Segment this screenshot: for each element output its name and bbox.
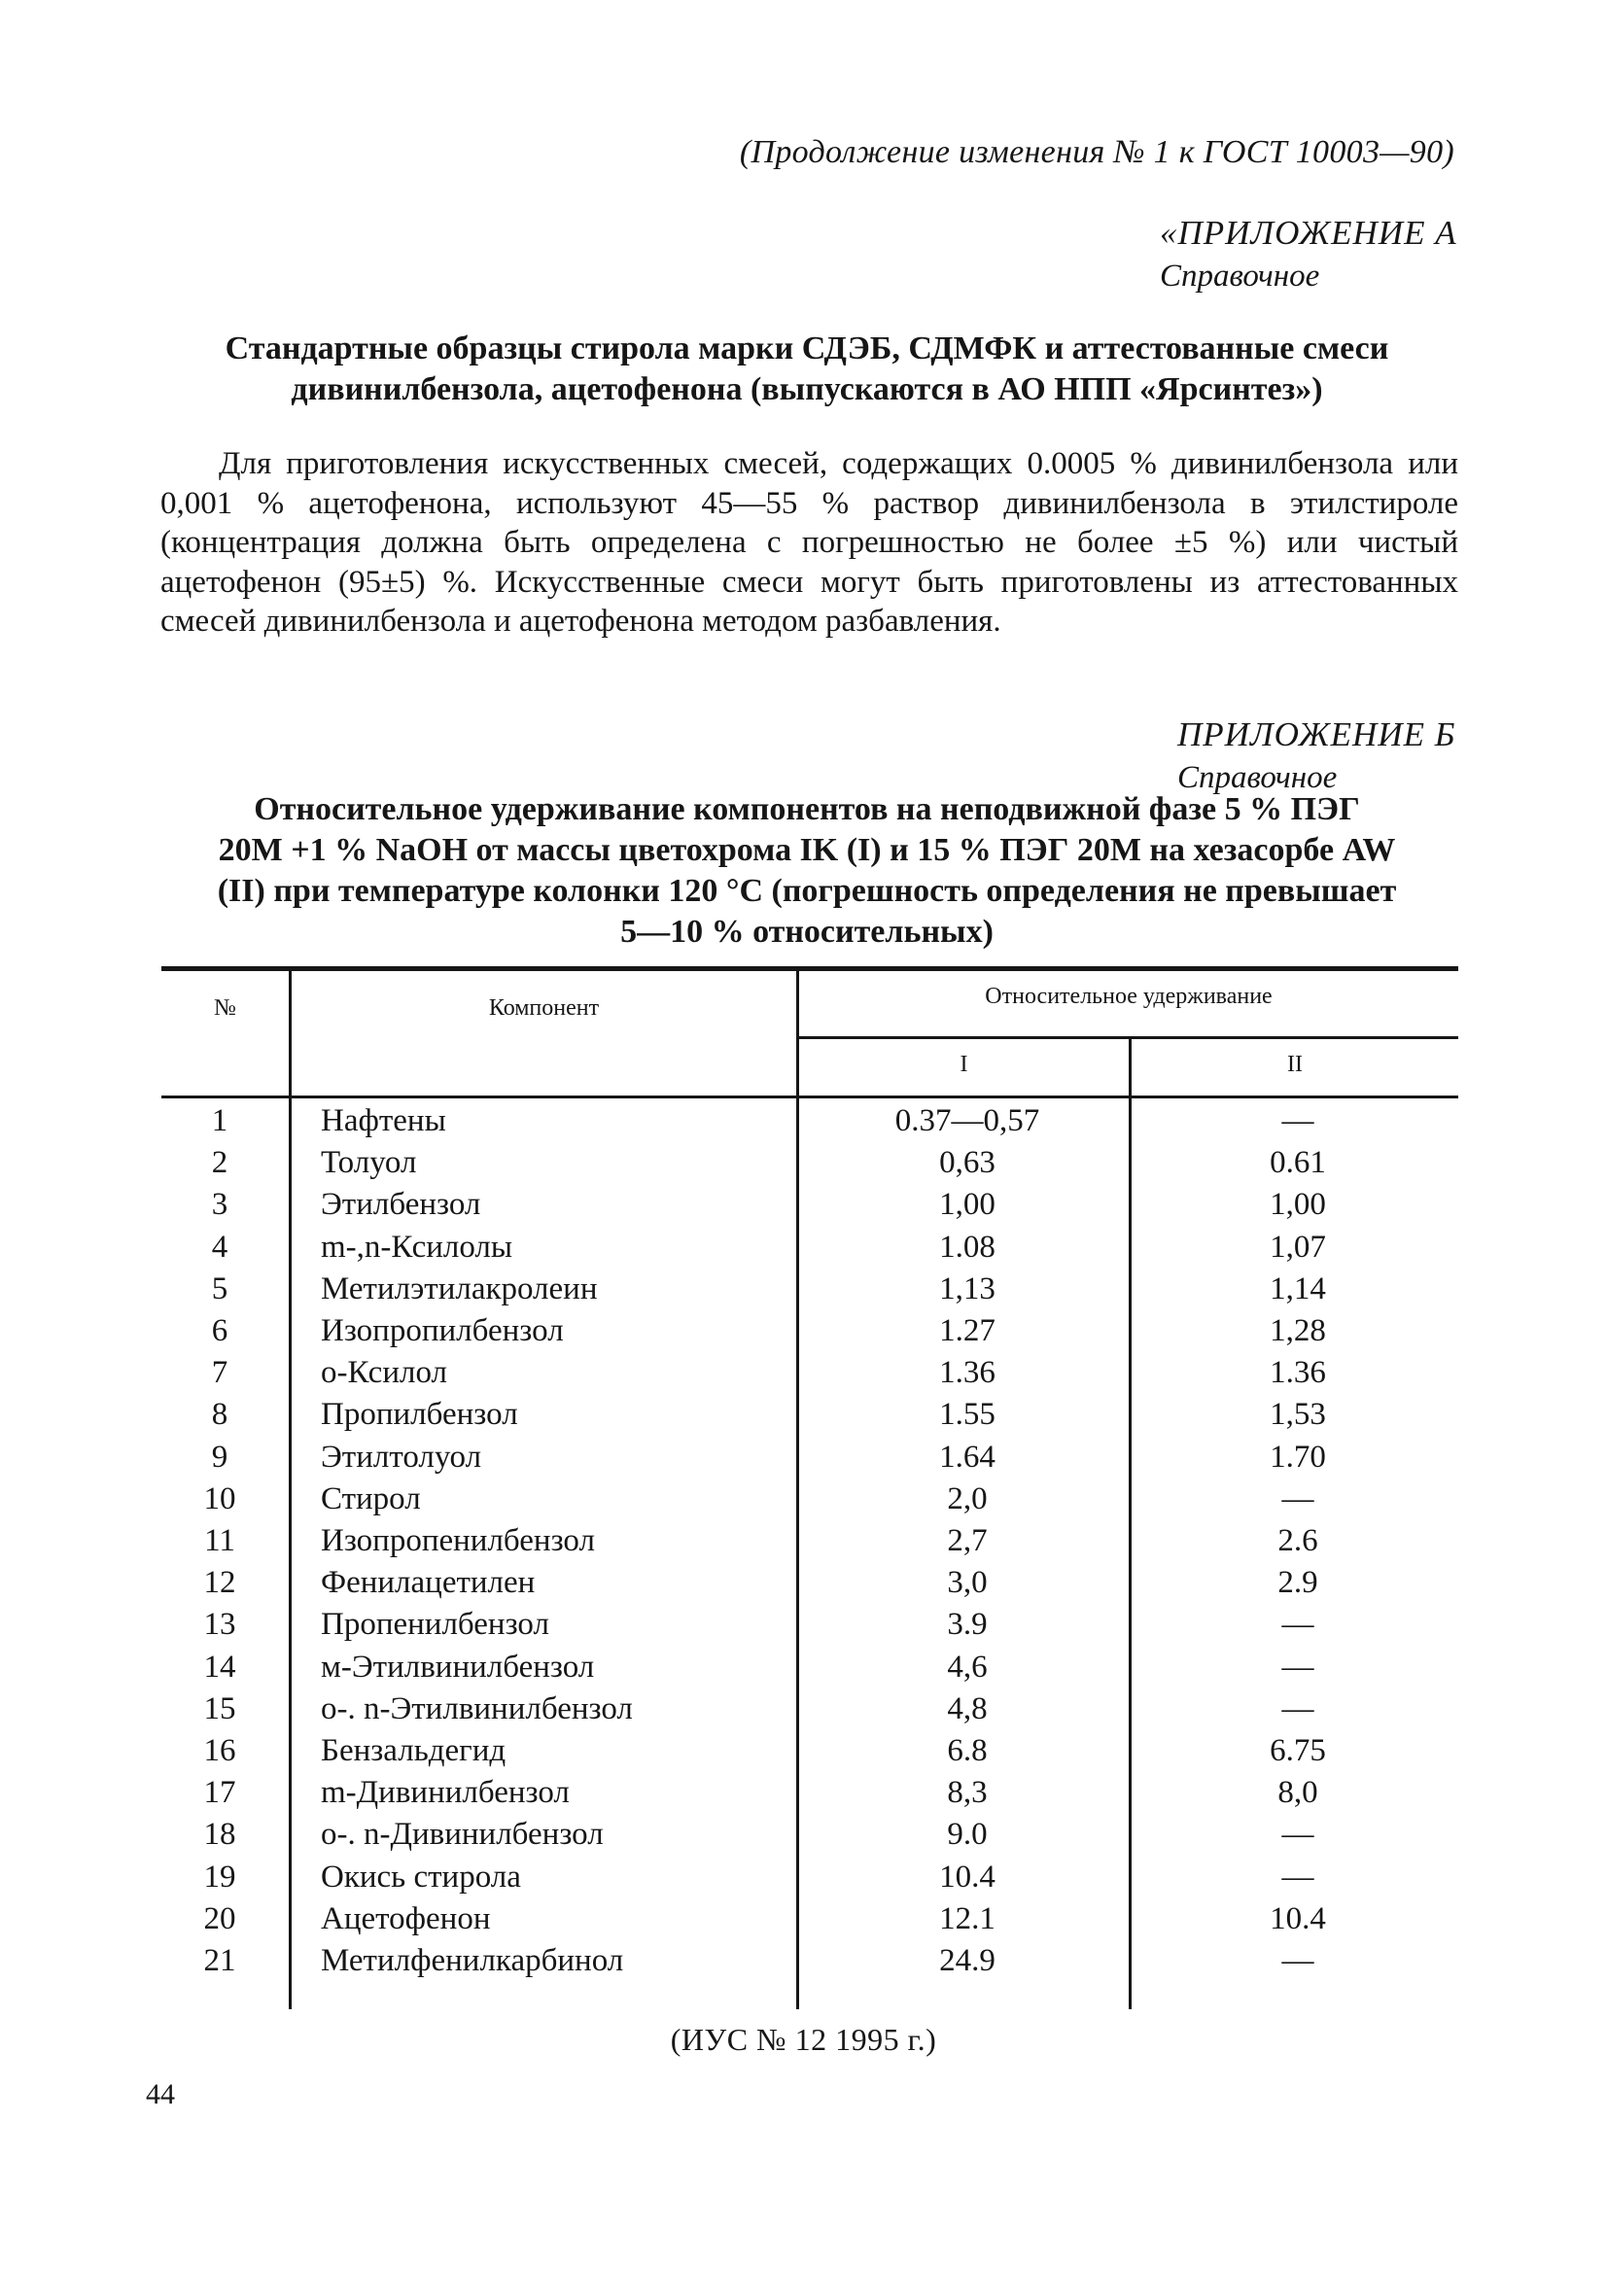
row-value-ii: — bbox=[1281, 1690, 1314, 1726]
row-component: Изопропилбензол bbox=[321, 1313, 564, 1348]
row-value-i: 1.27 bbox=[939, 1313, 996, 1348]
row-value-i: 4,6 bbox=[947, 1649, 988, 1685]
header-relative-retention: Относительное удерживание bbox=[985, 984, 1273, 1009]
row-number: 14 bbox=[203, 1649, 236, 1685]
row-component: Окись стирола bbox=[321, 1859, 521, 1895]
row-value-i: 9.0 bbox=[947, 1817, 988, 1853]
table-top-rule bbox=[161, 966, 1458, 971]
row-value-i: 3.9 bbox=[947, 1607, 988, 1643]
row-value-ii: 8,0 bbox=[1277, 1775, 1318, 1811]
appendix-b-note: Справочное bbox=[1177, 760, 1338, 795]
row-component: Фенилацетилен bbox=[321, 1565, 536, 1601]
row-value-ii: — bbox=[1281, 1103, 1314, 1138]
row-number: 10 bbox=[203, 1480, 236, 1516]
row-value-ii: 0.61 bbox=[1270, 1145, 1326, 1181]
row-component: m-,n-Ксилолы bbox=[321, 1229, 513, 1265]
appendix-b-title-line: (II) при температуре колонки 120 °С (погрешность определения не превышает bbox=[217, 873, 1397, 909]
row-component: m-Дивинилбензол bbox=[321, 1775, 570, 1811]
row-number: 15 bbox=[203, 1690, 236, 1726]
group-header-rule bbox=[797, 1036, 1458, 1039]
appendix-a-label: «ПРИЛОЖЕНИЕ А bbox=[1160, 214, 1457, 252]
row-value-i: 1,00 bbox=[939, 1187, 996, 1223]
row-component: Изопропенилбензол bbox=[321, 1523, 595, 1558]
appendix-a-label-block bbox=[1160, 212, 1457, 297]
row-value-ii: — bbox=[1281, 1480, 1314, 1516]
row-component: Бензальдегид bbox=[321, 1733, 507, 1768]
row-value-ii: 1,07 bbox=[1270, 1229, 1326, 1265]
row-component: Ацетофенон bbox=[321, 1900, 491, 1936]
row-number: 7 bbox=[211, 1355, 228, 1391]
row-number: 17 bbox=[203, 1775, 236, 1811]
row-number: 19 bbox=[203, 1859, 236, 1895]
appendix-a-paragraph: Для приготовления искусственных смесей, содержащих 0.0005 % дивинилбензола или 0,001 % ацетофенона, используют 45—55 % раствор дивинилбензола в этилстироле (концентрация должна быть определена с погрешностью не более ±5 %) или чистый ацетофенон (95±5) %. Искусственные смеси могут быть приготовлены из аттестованных смесей дивинилбензола и ацетофенона методом разбавления. bbox=[160, 446, 1458, 639]
row-component: о-. n-Дивинилбензол bbox=[321, 1817, 604, 1853]
row-component: Этилбензол bbox=[321, 1187, 481, 1223]
header-component: Компонент bbox=[488, 995, 600, 1021]
row-component: Метилфенилкарбинол bbox=[321, 1943, 624, 1978]
row-value-ii: — bbox=[1281, 1649, 1314, 1685]
continuation-header: (Продолжение изменения № 1 к ГОСТ 10003—90) bbox=[739, 134, 1454, 170]
row-value-i: 24.9 bbox=[939, 1943, 996, 1978]
row-value-i: 4,8 bbox=[947, 1690, 988, 1726]
row-number: 18 bbox=[203, 1817, 236, 1853]
row-value-ii: 2.9 bbox=[1277, 1565, 1318, 1601]
row-number: 11 bbox=[204, 1523, 235, 1558]
row-number: 20 bbox=[203, 1900, 236, 1936]
header-bottom-rule bbox=[161, 1096, 1458, 1098]
row-value-ii: 1,00 bbox=[1270, 1187, 1326, 1223]
row-number: 6 bbox=[211, 1313, 228, 1348]
row-number: 3 bbox=[211, 1187, 228, 1223]
appendix-b-title-line: 5—10 % относительных) bbox=[620, 914, 994, 950]
row-number: 9 bbox=[211, 1439, 228, 1475]
row-value-ii: 1.36 bbox=[1270, 1355, 1326, 1391]
retention-table bbox=[161, 966, 1458, 2011]
row-component: Этилтолуол bbox=[321, 1439, 482, 1475]
row-value-ii: 1,28 bbox=[1270, 1313, 1326, 1348]
row-value-ii: 6.75 bbox=[1270, 1733, 1326, 1768]
row-component: Пропенилбензол bbox=[321, 1607, 549, 1643]
row-component: Пропилбензол bbox=[321, 1397, 518, 1433]
row-component: Нафтены bbox=[321, 1103, 446, 1138]
row-value-ii: — bbox=[1281, 1943, 1314, 1978]
row-component: о-Ксилол bbox=[321, 1355, 447, 1391]
row-number: 8 bbox=[211, 1397, 228, 1433]
row-number: 4 bbox=[211, 1229, 228, 1265]
source-note: (ИУС № 12 1995 г.) bbox=[670, 2022, 937, 2057]
row-value-ii: 1,14 bbox=[1270, 1270, 1326, 1306]
row-value-i: 1.36 bbox=[939, 1355, 996, 1391]
appendix-b-title-line: 20М +1 % NaOH от массы цветохрома IK (I) и 15 % ПЭГ 20М на хезасорбе AW bbox=[218, 832, 1396, 868]
appendix-b-label-block bbox=[1177, 713, 1455, 799]
row-number: 21 bbox=[203, 1943, 236, 1978]
row-value-i: 8,3 bbox=[947, 1775, 988, 1811]
row-number: 16 bbox=[203, 1733, 236, 1768]
row-value-i: 2,0 bbox=[947, 1480, 988, 1516]
row-number: 12 bbox=[203, 1565, 236, 1601]
row-component: о-. n-Этилвинилбензол bbox=[321, 1690, 633, 1726]
row-value-ii: — bbox=[1281, 1607, 1314, 1643]
header-number: № bbox=[214, 995, 236, 1021]
row-value-i: 6.8 bbox=[947, 1733, 988, 1768]
row-value-ii: 1.70 bbox=[1270, 1439, 1326, 1475]
row-value-i: 2,7 bbox=[947, 1523, 988, 1558]
appendix-a-title-line: дивинилбензола, ацетофенона (выпускаются в АО НПП «Ярсинтез») bbox=[291, 371, 1323, 407]
row-value-i: 1.08 bbox=[939, 1229, 996, 1265]
row-value-i: 1.64 bbox=[939, 1439, 996, 1475]
column-divider bbox=[289, 971, 292, 2009]
appendix-a-note: Справочное bbox=[1160, 259, 1320, 294]
row-value-ii: 1,53 bbox=[1270, 1397, 1326, 1433]
row-number: 1 bbox=[211, 1103, 228, 1138]
row-value-i: 1.55 bbox=[939, 1397, 996, 1433]
row-number: 5 bbox=[211, 1270, 228, 1306]
appendix-a-title-line: Стандартные образцы стирола марки СДЭБ, СДМФК и аттестованные смеси bbox=[225, 330, 1389, 366]
header-column-ii: II bbox=[1287, 1052, 1303, 1077]
row-number: 13 bbox=[203, 1607, 236, 1643]
row-component: Стирол bbox=[321, 1480, 421, 1516]
row-value-i: 0,63 bbox=[939, 1145, 996, 1181]
row-value-ii: 2.6 bbox=[1277, 1523, 1318, 1558]
appendix-b-title-line: Относительное удерживание компонентов на неподвижной фазе 5 % ПЭГ bbox=[254, 791, 1360, 827]
appendix-b-label: ПРИЛОЖЕНИЕ Б bbox=[1177, 715, 1456, 753]
row-value-i: 10.4 bbox=[939, 1859, 996, 1895]
row-value-ii: — bbox=[1281, 1859, 1314, 1895]
row-value-ii: — bbox=[1281, 1817, 1314, 1853]
header-column-i: I bbox=[960, 1052, 968, 1077]
row-value-i: 12.1 bbox=[939, 1900, 996, 1936]
row-value-i: 0.37—0,57 bbox=[894, 1103, 1040, 1138]
row-value-ii: 10.4 bbox=[1270, 1900, 1326, 1936]
row-component: м-Этилвинилбензол bbox=[321, 1649, 595, 1685]
row-value-i: 1,13 bbox=[939, 1270, 996, 1306]
page-number: 44 bbox=[146, 2078, 175, 2110]
row-number: 2 bbox=[211, 1145, 228, 1181]
appendix-a-title bbox=[156, 329, 1458, 410]
row-value-i: 3,0 bbox=[947, 1565, 988, 1601]
row-component: Толуол bbox=[321, 1145, 417, 1181]
appendix-b-title bbox=[156, 789, 1458, 953]
row-component: Метилэтилакролеин bbox=[321, 1270, 598, 1306]
